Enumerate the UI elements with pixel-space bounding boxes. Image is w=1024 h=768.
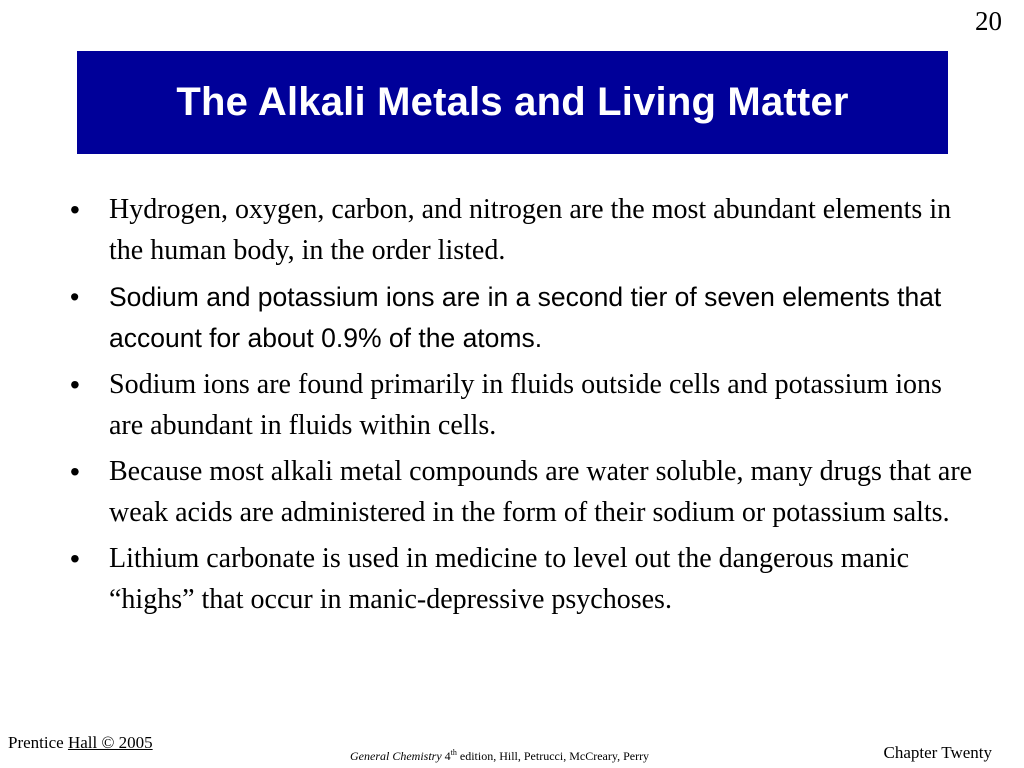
slide-title: The Alkali Metals and Living Matter	[176, 80, 849, 124]
publisher-prefix: Prentice	[8, 733, 68, 752]
bullet-item	[70, 539, 980, 620]
book-title: General Chemistry	[350, 749, 442, 763]
publisher-link[interactable]: Hall © 2005	[67, 733, 153, 752]
page-number: 20	[975, 6, 1002, 36]
footer-chapter: Chapter Twenty	[883, 743, 992, 762]
bullet-marker: •	[70, 369, 80, 400]
edition-authors: edition, Hill, Petrucci, McCreary, Perry	[456, 749, 650, 763]
bullet-marker: •	[70, 456, 80, 487]
edition-superscript: th	[450, 748, 457, 757]
title-banner	[77, 51, 948, 154]
bullet-text: Hydrogen, oxygen, carbon, and nitrogen are the most abundant elements in the human body, in the order listed.	[109, 194, 952, 266]
bullet-text: Sodium ions are found primarily in fluids outside cells and potassium ions are abundant in fluids within cells.	[109, 369, 942, 441]
bullet-marker: •	[70, 543, 80, 574]
bullet-item	[70, 190, 980, 271]
footer-citation	[350, 748, 649, 764]
edition-number: 4	[441, 749, 451, 763]
bullet-item	[70, 365, 980, 446]
bullet-text: Lithium carbonate is used in medicine to level out the dangerous manic “highs” that occur in manic-depressive psychoses.	[109, 543, 910, 615]
bullet-item	[70, 452, 980, 533]
footer-publisher	[8, 733, 153, 753]
bullet-marker: •	[70, 194, 80, 225]
bullet-list	[70, 190, 980, 626]
bullet-marker: •	[70, 282, 80, 312]
bullet-text: Sodium and potassium ions are in a second tier of seven elements that account for about 0.9% of the atoms.	[109, 282, 942, 353]
bullet-text: Because most alkali metal compounds are water soluble, many drugs that are weak acids are administered in the form of their sodium or potassium salts.	[109, 456, 973, 528]
bullet-item	[70, 277, 980, 359]
